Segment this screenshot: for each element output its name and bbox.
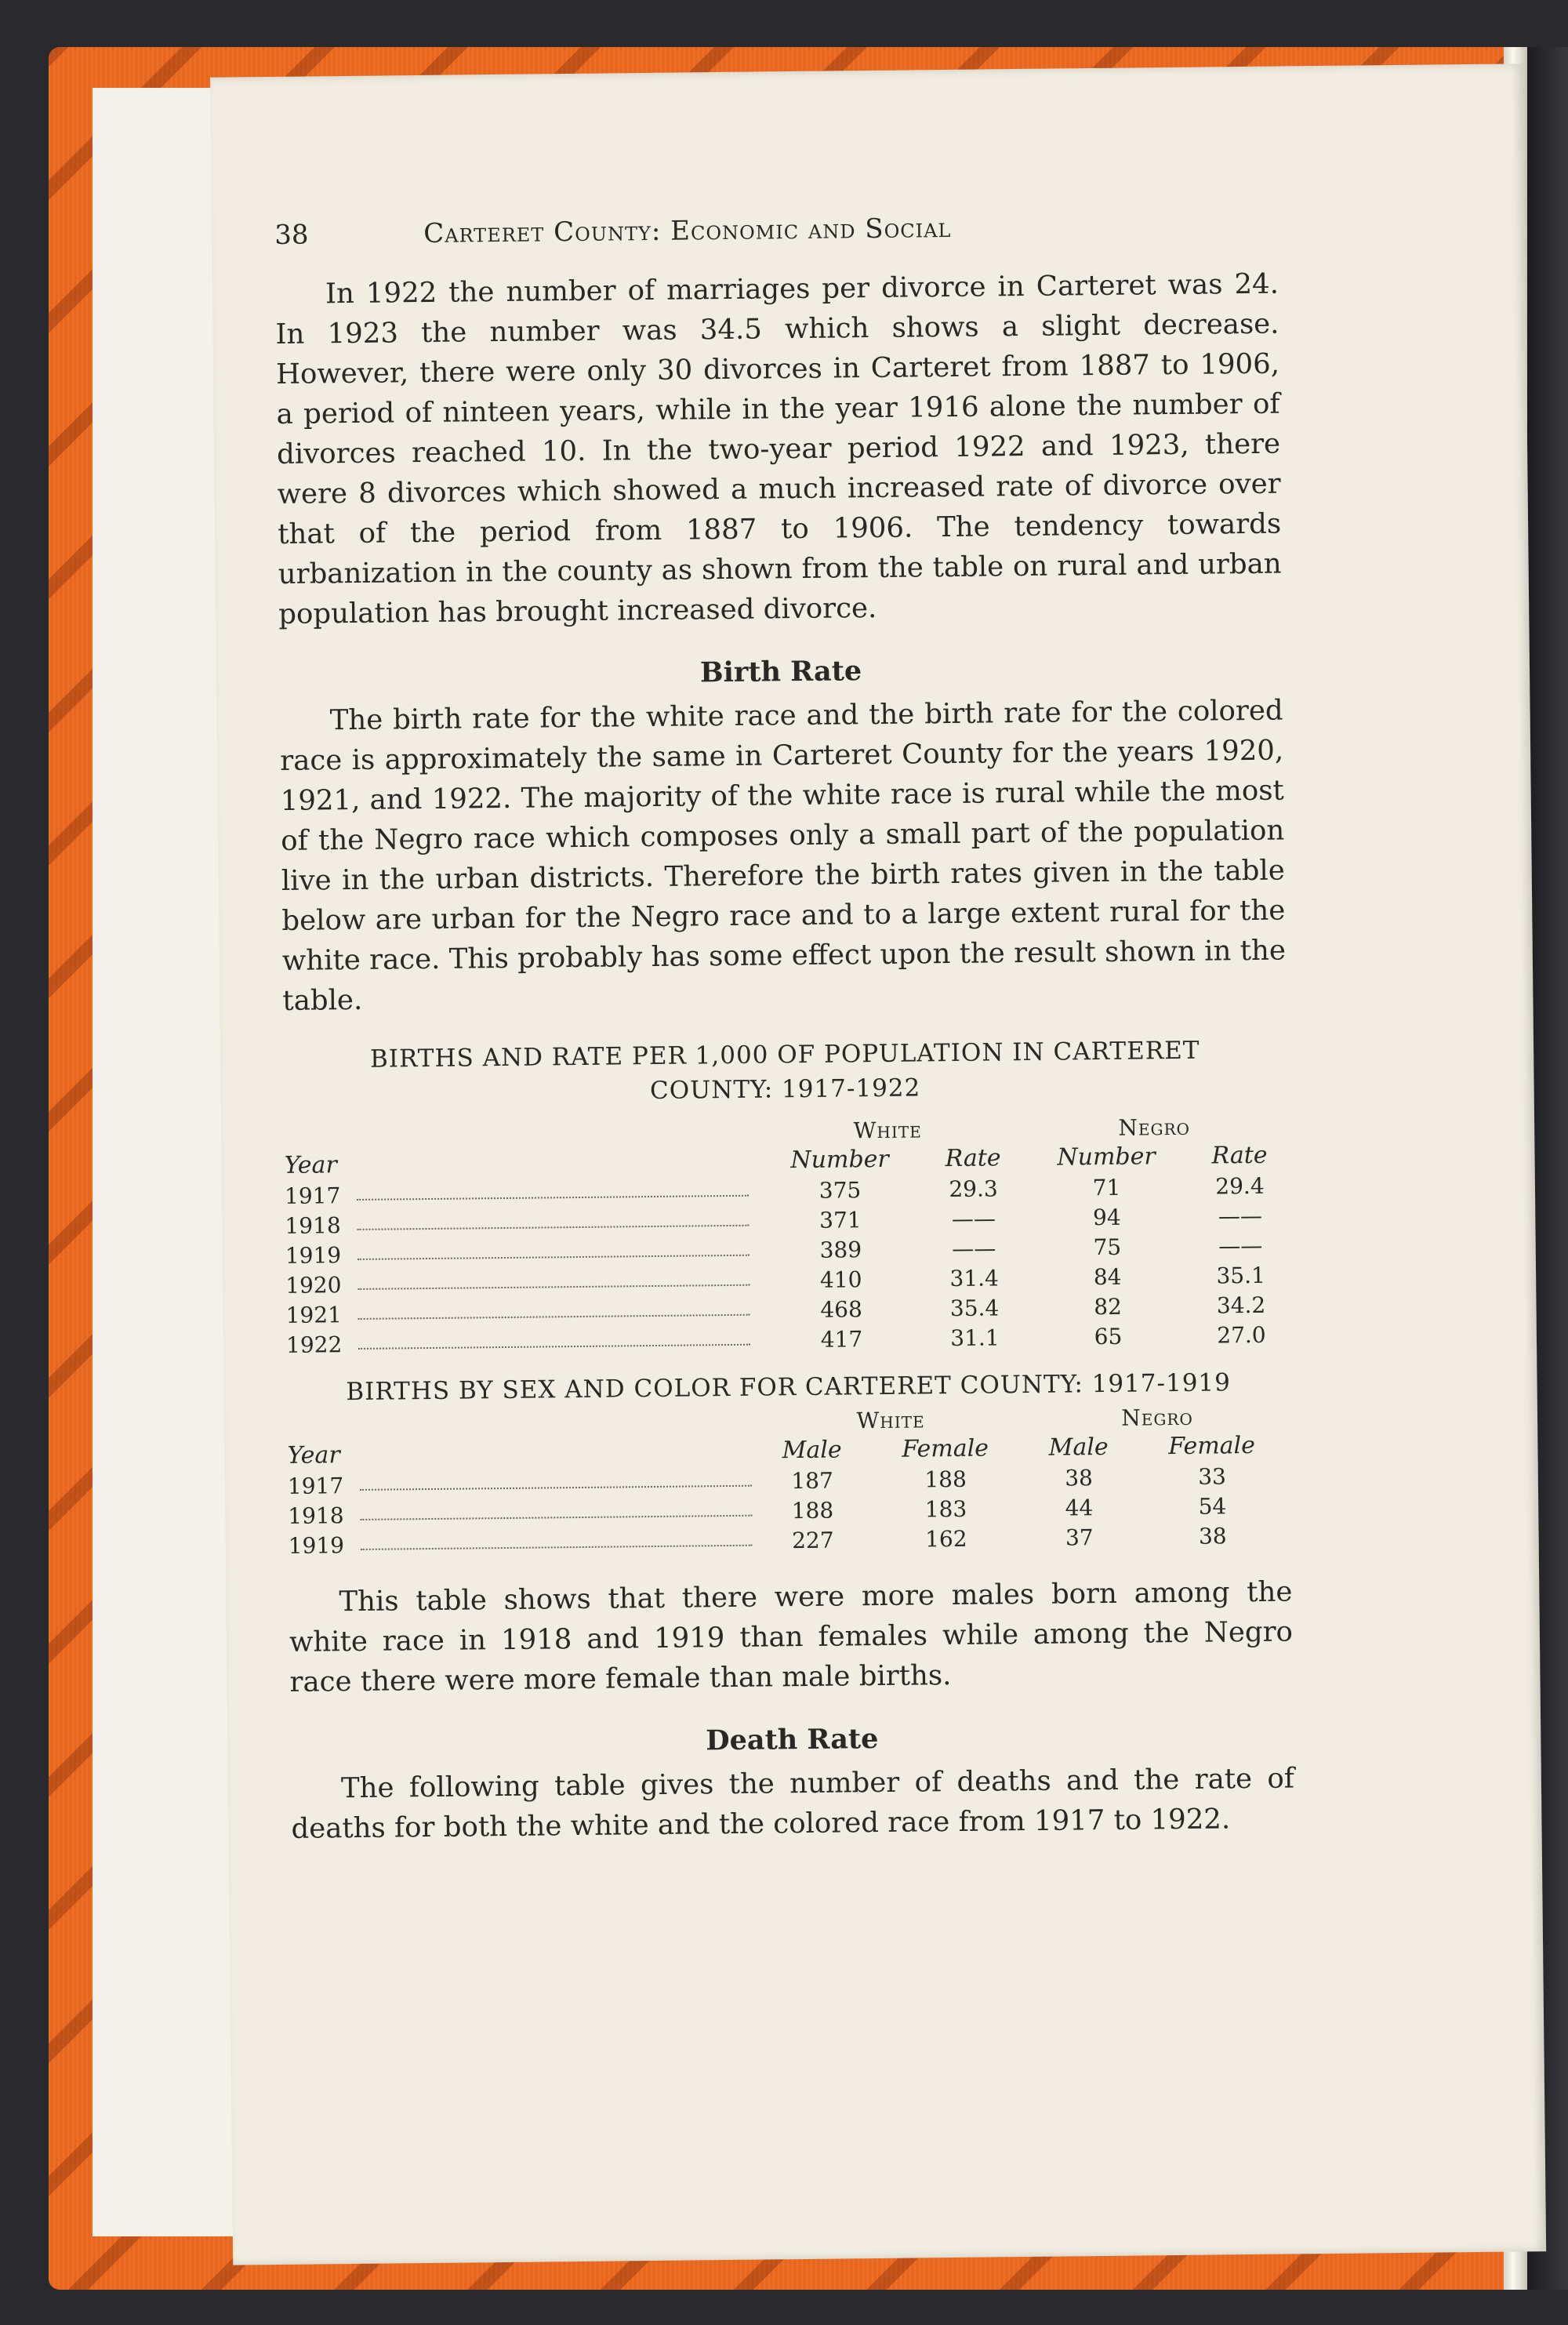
value-cell: 84 [1093,1263,1122,1291]
section-heading-death-rate: Death Rate [706,1723,879,1757]
table2-title: BIRTHS BY SEX AND COLOR FOR CARTERET COUNTY: 1917-1919 [346,1368,1232,1407]
year-cell: 1919 [285,1242,342,1269]
value-cell: 31.4 [949,1265,1000,1292]
value-cell: 371 [819,1207,862,1233]
leader-dots [358,1255,750,1260]
running-head [274,209,1279,267]
table2-group-white: White [856,1407,925,1434]
table2-group-negro: Negro [1121,1404,1193,1431]
year-cell: 1918 [285,1212,341,1239]
value-cell: 183 [924,1495,967,1523]
value-cell: 162 [924,1525,967,1553]
leader-dots [357,1195,749,1201]
value-cell: 54 [1198,1493,1227,1520]
value-cell: 468 [820,1296,863,1323]
value-cell: 375 [818,1177,862,1204]
page-content [274,209,1295,1849]
leader-dots [357,1225,749,1230]
table1-col-year: Year [284,1151,338,1179]
value-cell: 31.1 [950,1324,1000,1352]
section-heading-birth-rate: Birth Rate [699,655,862,689]
year-cell: 1921 [285,1302,343,1328]
value-cell: —— [951,1205,996,1233]
table2-col-year: Year [287,1441,340,1469]
value-cell: —— [1218,1232,1263,1259]
year-cell: 1919 [288,1532,345,1559]
year-cell: 1917 [287,1473,344,1499]
value-cell: 188 [791,1497,834,1524]
running-title-part1: Carteret County [423,215,652,250]
table1-col-negro-rate: Rate [1211,1141,1268,1170]
table1-group-negro: Negro [1118,1113,1191,1141]
leader-dots [360,1485,752,1491]
table1-group-white: White [853,1117,922,1144]
value-cell: 65 [1094,1323,1123,1350]
table1-title-line1: BIRTHS AND RATE PER 1,000 OF POPULATION IN CARTERET [369,1036,1200,1073]
value-cell: 410 [819,1266,862,1293]
value-cell: 35.4 [949,1295,1000,1322]
value-cell: 38 [1065,1465,1094,1491]
value-cell: —— [1218,1202,1263,1230]
table1-title [283,1033,1287,1112]
value-cell: 417 [820,1326,863,1353]
table2-col-negro-male: Male [1048,1433,1109,1462]
value-cell: 35.1 [1216,1262,1266,1289]
paragraph-birth-rate: The birth rate for the white race and the birth rate for the colored race is approximately the same in Carteret County for the years 1920, 1921, and 1922. The majority of the white race is rural while the most of the Negro race which composes only a small part of the population live in the urban districts. Therefore the birth rates given in the table below are urban for the Negro race and to a large extent rural for the white race. This probably has some effect upon the result shown in the table. [280,694,1287,1017]
paragraph-divorce: In 1922 the number of marriages per divorce in Carteret was 24. In 1923 the number was 34.5 which shows a slight decrease. However, there were only 30 divorces in Carteret from 1887 to 1906, a period of ninteen years, while in the year 1916 alone the number of divorces reached 10. In the two-year period 1922 and 1923, there were 8 divorces which showed a much increased rate of divorce over that of the period from 1887 to 1906. The tendency towards urbanization in the county as shown from the table on rural and urban population has brought increased divorce. [275,267,1282,630]
value-cell: 187 [791,1467,833,1495]
leader-dots [358,1344,750,1350]
running-title [423,213,952,249]
table1-col-negro-number: Number [1057,1143,1156,1172]
page-number: 38 [274,219,309,251]
births-by-sex-table [287,1400,1292,1559]
leader-dots [358,1284,750,1290]
leader-dots [361,1545,753,1550]
paragraph-sex-comment: This table shows that there were more males born among the white race in 1918 and 1919 than females while among the Negro race there were more female than male births. [289,1575,1294,1698]
value-cell: —— [952,1235,996,1262]
year-cell: 1922 [285,1331,343,1358]
year-cell: 1918 [288,1502,344,1529]
value-cell: 75 [1093,1233,1122,1261]
table1-title-line2: COUNTY: 1917-1922 [649,1073,921,1106]
value-cell: 33 [1198,1463,1227,1490]
value-cell: 389 [819,1237,862,1263]
value-cell: 27.0 [1217,1321,1266,1349]
value-cell: 71 [1092,1174,1121,1201]
table1-col-white-rate: Rate [945,1144,1001,1173]
paragraph-death-rate: The following table gives the number of deaths and the rate of deaths for both the white and the colored race from 1917 to 1922. [291,1762,1295,1845]
value-cell: 29.4 [1215,1172,1265,1200]
running-title-part2: Economic and Social [670,212,952,247]
leader-dots [358,1314,750,1320]
table2-col-negro-female: Female [1168,1431,1256,1461]
table1-col-white-number: Number [790,1145,889,1175]
births-rate-table [284,1110,1290,1358]
value-cell: 188 [924,1466,967,1493]
value-cell: 82 [1094,1293,1123,1321]
value-cell: 44 [1065,1495,1094,1521]
value-cell: 227 [791,1527,834,1554]
value-cell: 34.2 [1216,1291,1266,1319]
running-title-sep: : [651,215,662,247]
year-cell: 1920 [285,1272,342,1299]
table2-col-white-female: Female [902,1434,989,1463]
table2-col-white-male: Male [782,1436,842,1465]
value-cell: 94 [1092,1204,1121,1231]
year-cell: 1917 [284,1182,341,1209]
value-cell: 38 [1198,1523,1227,1549]
value-cell: 37 [1065,1524,1094,1551]
leader-dots [360,1515,752,1520]
value-cell: 29.3 [949,1175,998,1203]
